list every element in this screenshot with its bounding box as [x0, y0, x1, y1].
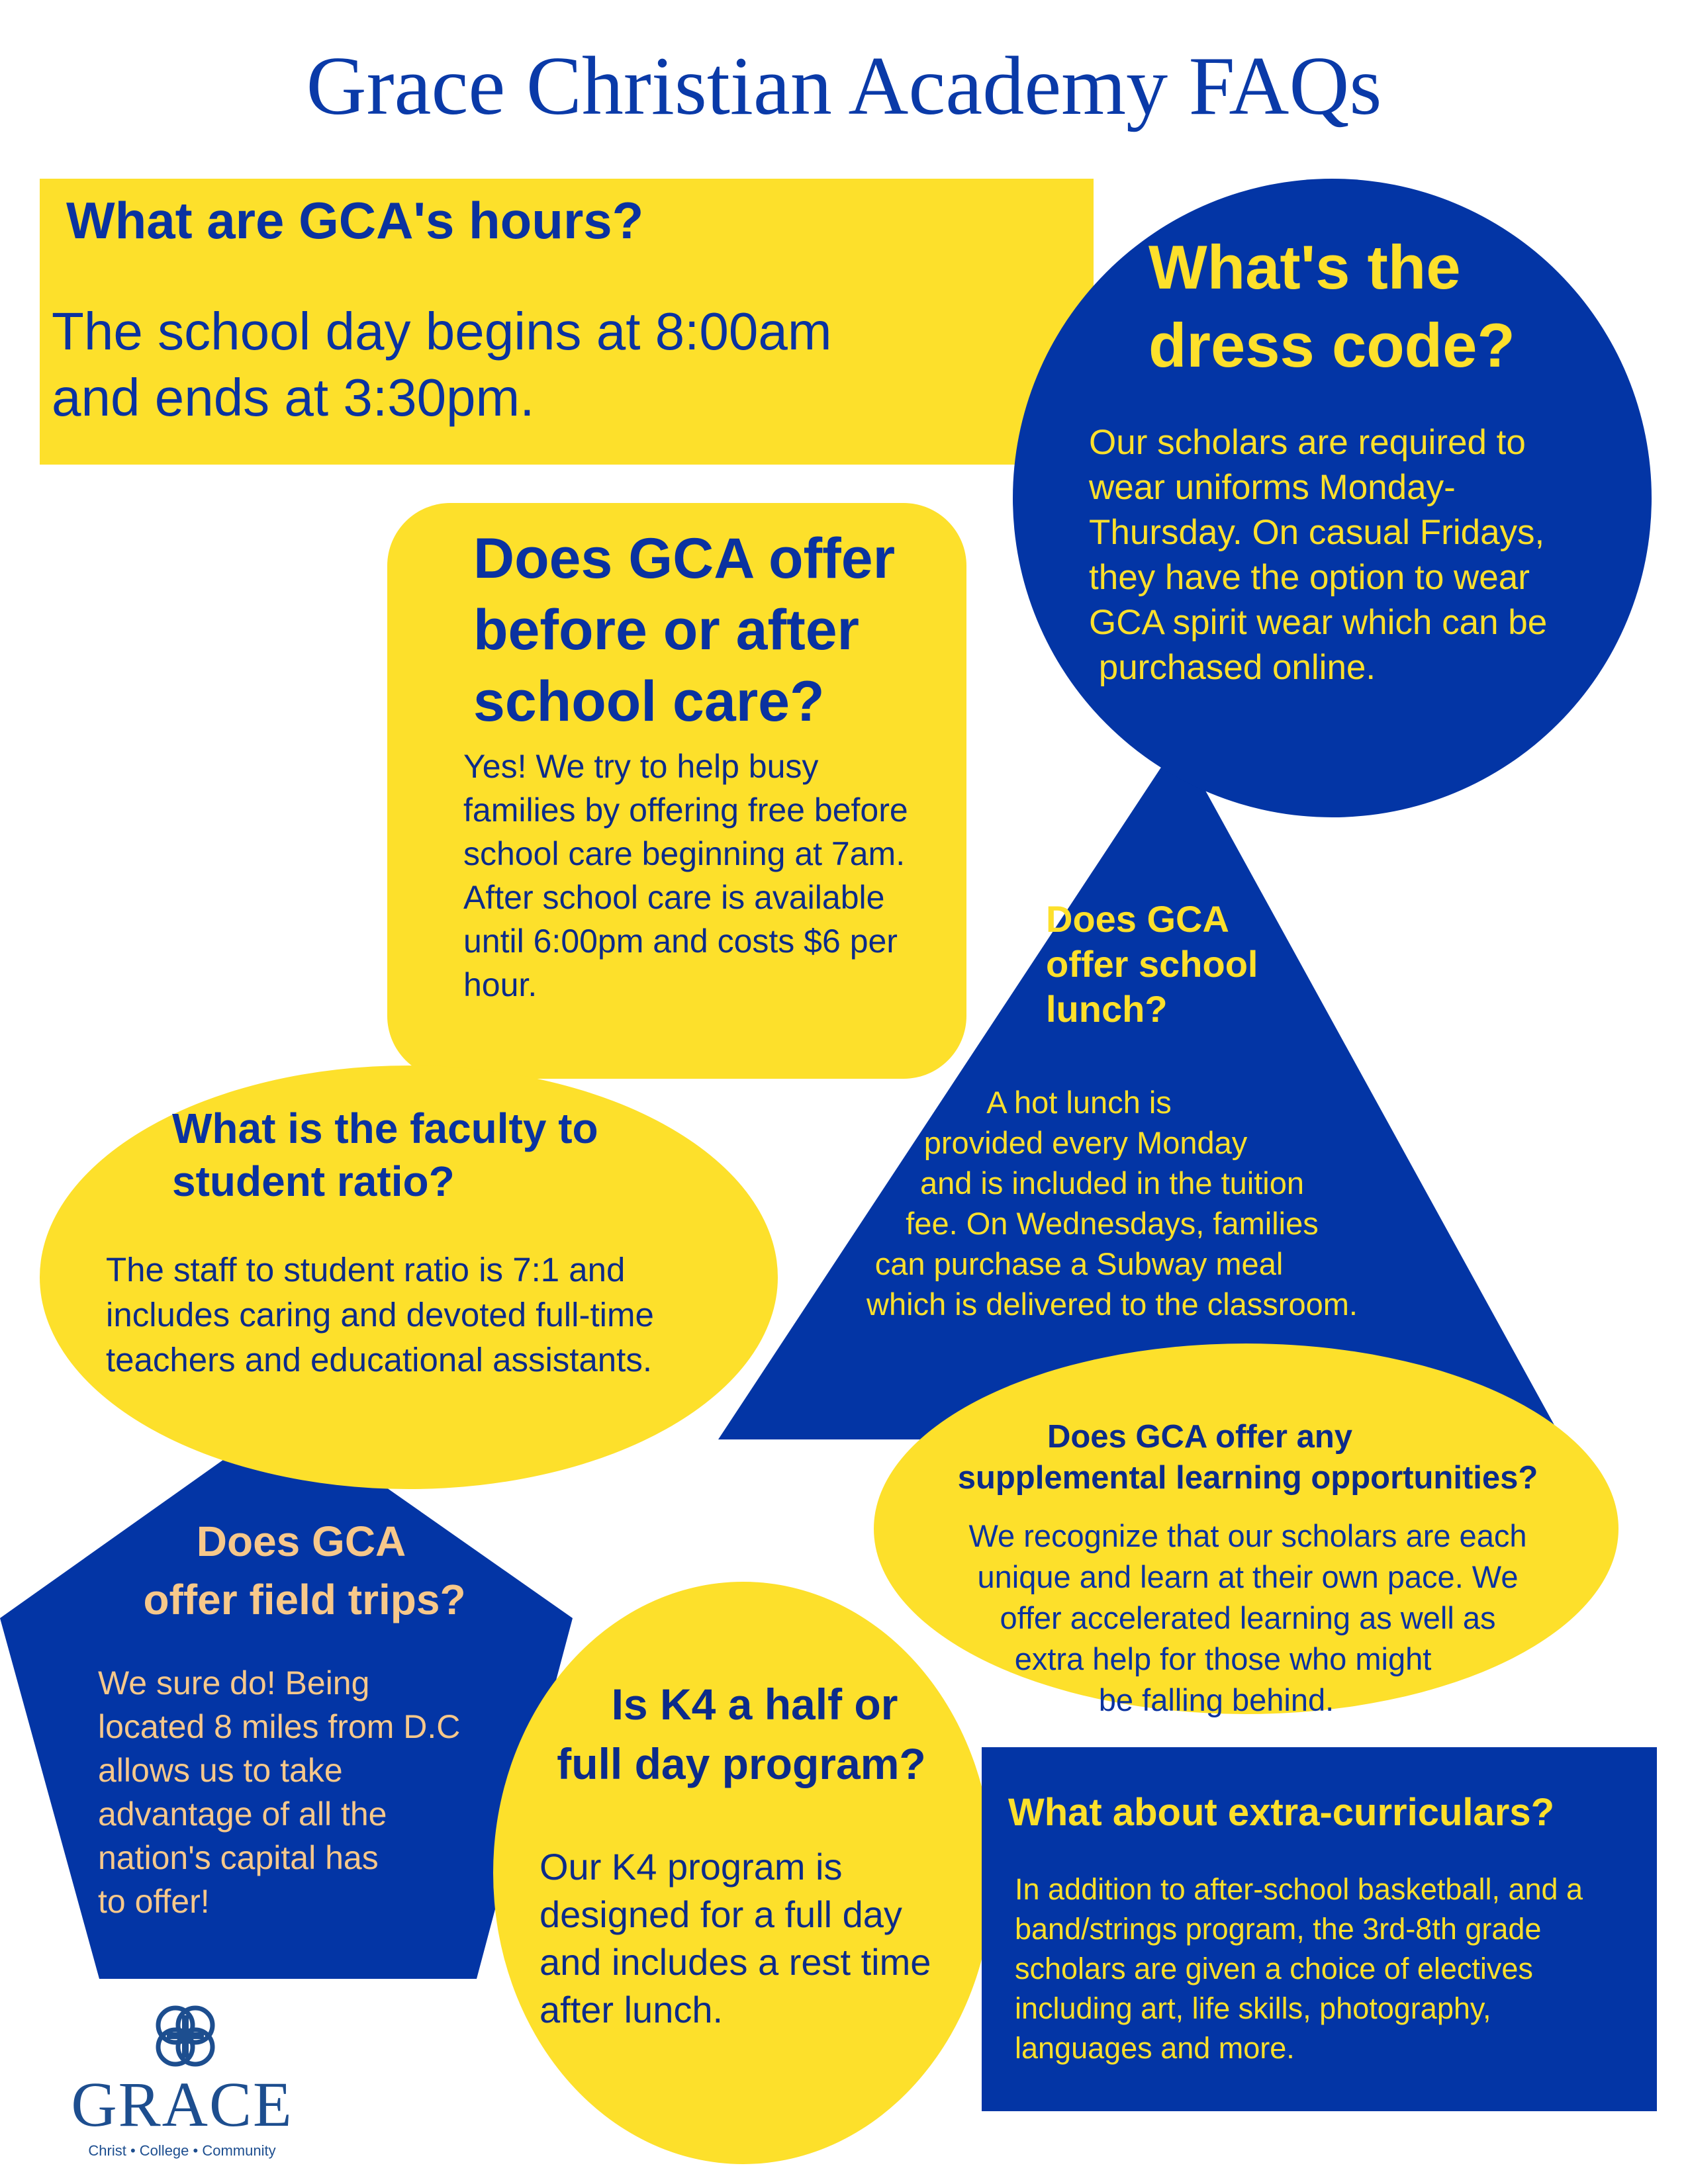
care-answer-line-1: Yes! We try to help busy [463, 748, 819, 785]
k4-answer-line-3: and includes a rest time [539, 1941, 931, 1983]
care-answer-line-3: school care beginning at 7am. [463, 835, 906, 872]
extracurricular-answer-line-1: In addition to after-school basketball, and a [1015, 1872, 1583, 1906]
care-question [473, 523, 895, 737]
lunch-answer-line-5: can purchase a Subway meal [874, 1246, 1284, 1281]
ratio-answer-line-1: The staff to student ratio is 7:1 and [106, 1251, 626, 1289]
k4-answer [539, 1843, 931, 2034]
dress-code-answer-line-4: they have the option to wear [1089, 558, 1530, 597]
care-question-line-2: before or after [473, 598, 860, 662]
dress-code-answer-line-1: Our scholars are required to [1089, 423, 1526, 462]
field-trips-question-line-1: Does GCA [196, 1518, 406, 1565]
k4-question-line-1: Is K4 a half or [611, 1680, 898, 1729]
dress-code-question [1149, 228, 1515, 385]
supplemental-question-line-2: supplemental learning opportunities? [957, 1460, 1538, 1496]
k4-answer-line-2: designed for a full day [539, 1893, 902, 1935]
supplemental-question [890, 1416, 1605, 1498]
lunch-answer-line-2: provided every Monday [923, 1125, 1248, 1160]
dress-code-question-line-2: dress code? [1149, 310, 1515, 380]
field-trips-answer-line-4: advantage of all the [98, 1796, 387, 1833]
lunch-question-line-1: Does GCA [1046, 898, 1229, 940]
care-answer-line-5: until 6:00pm and costs $6 per [463, 923, 898, 960]
care-question-line-3: school care? [473, 670, 825, 733]
field-trips-answer-line-3: allows us to take [98, 1752, 343, 1789]
k4-answer-line-4: after lunch. [539, 1989, 724, 2030]
extracurricular-answer-line-3: scholars are given a choice of electives [1015, 1952, 1533, 1985]
ratio-answer-line-2: includes caring and devoted full-time [106, 1296, 654, 1334]
grace-emblem-icon [146, 2002, 225, 2075]
field-trips-question [113, 1512, 510, 1629]
field-trips-answer-line-5: nation's capital has [98, 1839, 379, 1876]
ratio-question-line-1: What is the faculty to [172, 1105, 598, 1152]
dress-code-answer-line-5: GCA spirit wear which can be [1089, 603, 1548, 642]
field-trips-answer [98, 1661, 460, 1923]
hours-answer-line-2: and ends at 3:30pm. [52, 368, 535, 427]
logo-tagline: Christ • College • Community [88, 2142, 276, 2159]
dress-code-answer-line-2: wear uniforms Monday- [1089, 468, 1456, 507]
care-answer-line-4: After school care is available [463, 879, 885, 916]
hours-answer-line-1: The school day begins at 8:00am [52, 302, 832, 361]
dress-code-answer [1089, 420, 1547, 690]
page-title: Grace Christian Academy FAQs [306, 40, 1382, 132]
dress-code-answer-line-3: Thursday. On casual Fridays, [1089, 513, 1545, 552]
supplemental-answer-line-1: We recognize that our scholars are each [968, 1518, 1527, 1553]
supplemental-answer-line-2: unique and learn at their own pace. We [977, 1559, 1519, 1594]
k4-question [516, 1674, 966, 1794]
dress-code-question-line-1: What's the [1149, 232, 1461, 302]
extracurricular-card [982, 1747, 1657, 2111]
ratio-answer [106, 1248, 654, 1383]
grace-logo [63, 2002, 301, 2174]
hours-card [40, 179, 1094, 465]
supplemental-answer [900, 1516, 1595, 1721]
lunch-answer-line-1: A hot lunch is [986, 1085, 1172, 1120]
logo-wordmark: GRACE [71, 2069, 293, 2140]
lunch-answer-line-3: and is included in the tuition [919, 1165, 1305, 1201]
ratio-question-line-2: student ratio? [172, 1158, 455, 1205]
field-trips-answer-line-6: to offer! [98, 1883, 210, 1920]
ratio-question [172, 1102, 598, 1208]
care-answer-line-2: families by offering free before [463, 792, 908, 829]
lunch-question-line-2: offer school [1046, 943, 1258, 985]
extracurricular-answer-line-5: languages and more. [1015, 2031, 1295, 2065]
k4-question-line-2: full day program? [557, 1739, 926, 1788]
supplemental-question-line-1: Does GCA offer any [1047, 1419, 1353, 1455]
extracurricular-answer [1015, 1870, 1583, 2068]
care-question-line-1: Does GCA offer [473, 527, 896, 590]
field-trips-answer-line-2: located 8 miles from D.C [98, 1708, 461, 1745]
lunch-question-line-3: lunch? [1046, 988, 1168, 1030]
lunch-question [1046, 897, 1258, 1032]
field-trips-question-line-2: offer field trips? [143, 1576, 466, 1623]
extracurricular-answer-line-2: band/strings program, the 3rd-8th grade [1015, 1912, 1542, 1946]
supplemental-answer-line-5: be falling behind. [1098, 1682, 1335, 1717]
ratio-answer-line-3: teachers and educational assistants. [106, 1341, 653, 1379]
extracurricular-question: What about extra-curriculars? [1008, 1791, 1555, 1834]
care-answer [463, 745, 908, 1007]
care-answer-line-6: hour. [463, 966, 538, 1003]
field-trips-answer-line-1: We sure do! Being [98, 1664, 370, 1702]
supplemental-answer-line-3: offer accelerated learning as well as [1000, 1600, 1496, 1635]
extracurricular-answer-line-4: including art, life skills, photography, [1015, 1991, 1491, 2025]
lunch-answer [781, 1082, 1443, 1324]
k4-answer-line-1: Our K4 program is [539, 1846, 843, 1888]
dress-code-answer-line-6: purchased online. [1089, 648, 1376, 687]
lunch-answer-line-4: fee. On Wednesdays, families [906, 1206, 1319, 1241]
hours-question: What are GCA's hours? [66, 191, 644, 250]
supplemental-answer-line-4: extra help for those who might [1014, 1641, 1432, 1676]
lunch-answer-line-6: which is delivered to the classroom. [867, 1287, 1358, 1322]
